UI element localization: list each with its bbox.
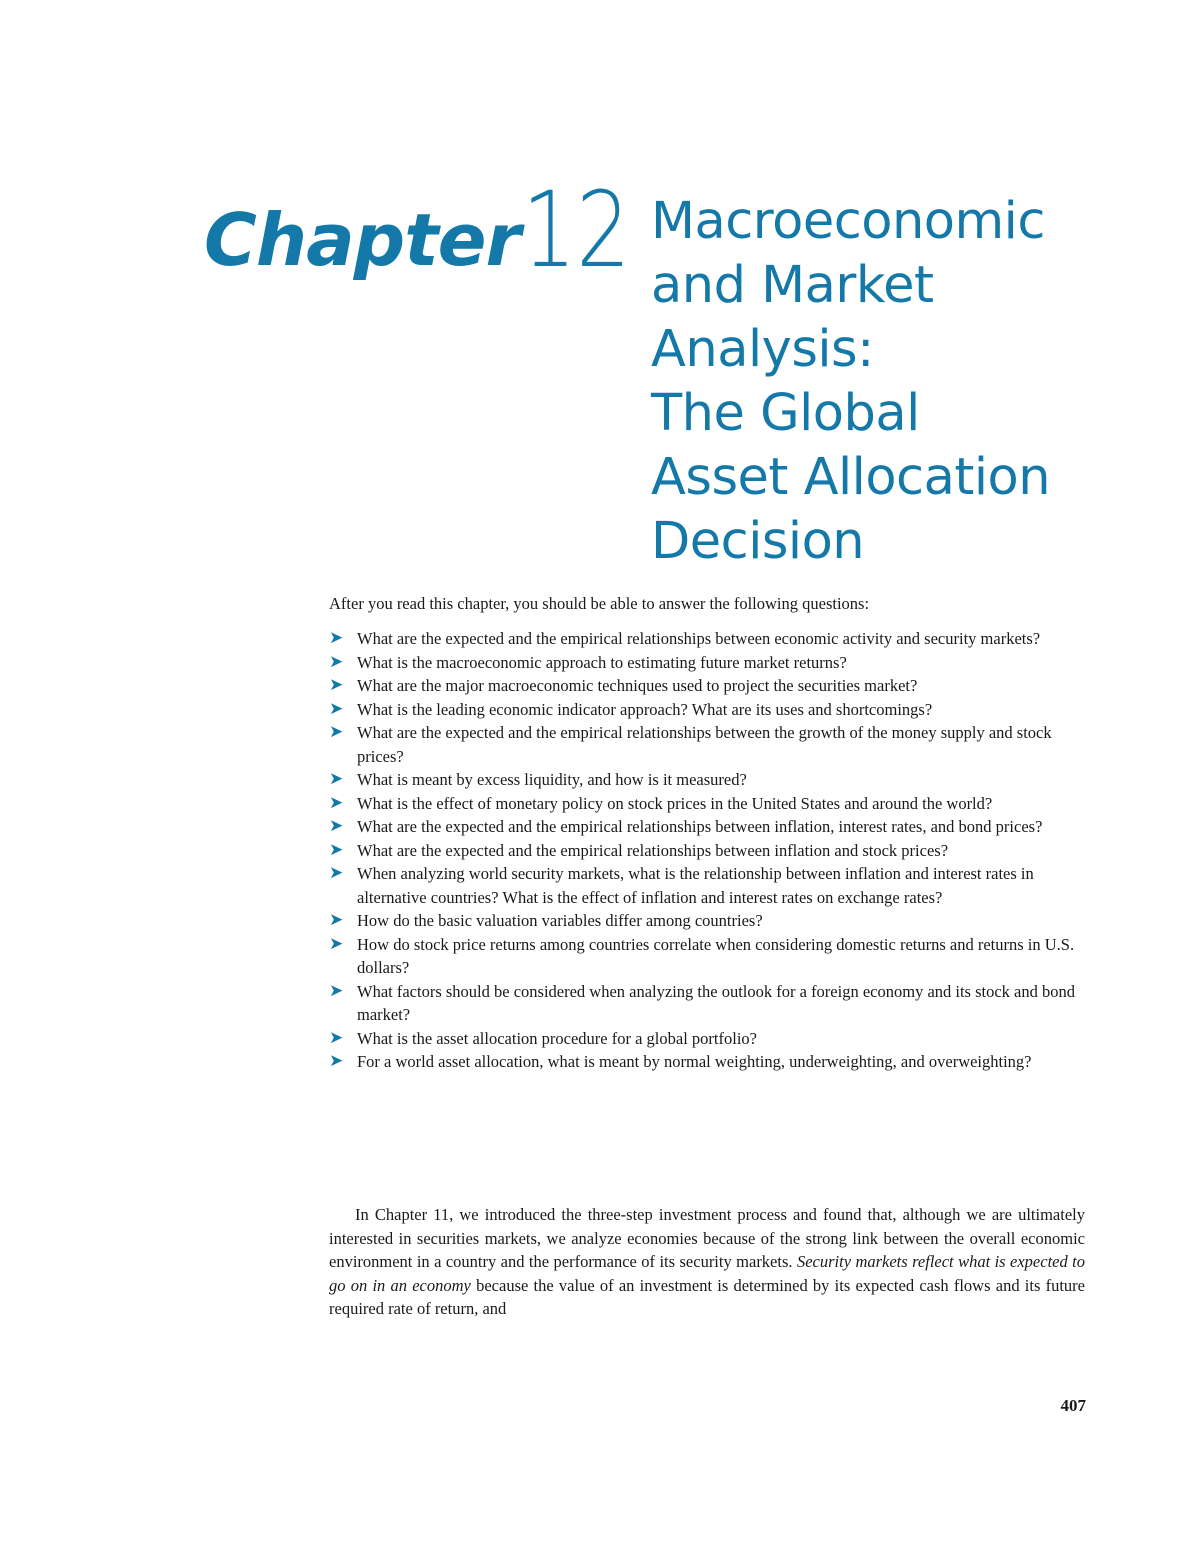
list-item <box>329 674 1089 698</box>
question-text: What is the effect of monetary policy on stock prices in the United States and around the world? <box>357 793 993 813</box>
arrowhead-bullet-icon: ➤ <box>329 698 344 719</box>
list-item <box>329 698 1089 722</box>
question-text: What are the major macroeconomic techniques used to project the securities market? <box>357 676 918 695</box>
question-text: For a world asset allocation, what is meant by normal weighting, underweighting, and overweighting? <box>357 1052 1032 1071</box>
question-text: What is the asset allocation procedure for a global portfolio? <box>357 1028 757 1048</box>
chapter-title-line: and Market <box>651 256 934 315</box>
chapter-title-line: Analysis: <box>651 320 874 379</box>
learning-objectives-intro: After you read this chapter, you should be able to answer the following questions: <box>329 594 870 613</box>
list-item <box>329 1027 1089 1051</box>
chapter-number: 12 <box>521 169 631 291</box>
list-item <box>329 933 1089 980</box>
list-item <box>329 792 1089 816</box>
question-text: What are the expected and the empirical relationships between inflation, interest rates, and bond prices? <box>357 817 1043 836</box>
arrowhead-bullet-icon: ➤ <box>329 863 344 883</box>
arrowhead-bullet-icon: ➤ <box>329 651 344 672</box>
chapter-word: Chapter <box>204 198 520 282</box>
arrowhead-bullet-icon: ➤ <box>329 980 344 1001</box>
arrowhead-bullet-icon: ➤ <box>329 1027 344 1048</box>
learning-objectives-list <box>329 627 1089 1074</box>
arrowhead-bullet-icon: ➤ <box>329 839 344 860</box>
chapter-title-line: Macroeconomic <box>651 192 1045 251</box>
arrowhead-bullet-icon: ➤ <box>329 792 344 813</box>
arrowhead-bullet-icon: ➤ <box>329 1051 344 1071</box>
page-number: 407 <box>1060 1396 1086 1415</box>
question-text: What factors should be considered when analyzing the outlook for a foreign economy and its stock and bond market? <box>357 981 1076 1024</box>
list-item <box>329 651 1089 675</box>
chapter-title-line: The Global <box>651 384 920 443</box>
question-text: What is the leading economic indicator approach? What are its uses and shortcomings? <box>357 699 933 719</box>
arrowhead-bullet-icon: ➤ <box>329 675 344 695</box>
question-text: What is the macroeconomic approach to estimating future market returns? <box>357 652 847 672</box>
chapter-title-line: Asset Allocation <box>651 448 1051 507</box>
body-paragraph <box>329 1203 1085 1321</box>
arrowhead-bullet-icon: ➤ <box>329 910 344 930</box>
question-text: What are the expected and the empirical relationships between inflation and stock prices? <box>357 840 949 860</box>
arrowhead-bullet-icon: ➤ <box>329 628 344 648</box>
list-item <box>329 839 1089 863</box>
body-text-start: In Chapter 11, we introduced the three-step investment process and found that, although we are ultimately interested in securities markets, we analyze economies because of the strong link between the overall economic environment in a country and the performance of its security markets. <box>329 1205 1085 1271</box>
arrowhead-bullet-icon: ➤ <box>329 722 344 742</box>
chapter-title-line: Decision <box>651 512 865 571</box>
body-text-end: because the value of an investment is determined by its expected cash flows and its future required rate of return, and <box>329 1275 1085 1318</box>
arrowhead-bullet-icon: ➤ <box>329 816 344 836</box>
arrowhead-bullet-icon: ➤ <box>329 769 344 789</box>
question-text: How do stock price returns among countries correlate when considering domestic returns and returns in U.S. dollars? <box>357 934 1075 977</box>
list-item <box>329 909 1089 933</box>
chapter-title <box>651 190 1050 574</box>
list-item <box>329 627 1089 651</box>
list-item <box>329 980 1089 1027</box>
list-item <box>329 815 1089 839</box>
arrowhead-bullet-icon: ➤ <box>329 933 344 954</box>
question-text: How do the basic valuation variables differ among countries? <box>357 911 763 930</box>
list-item <box>329 1050 1089 1074</box>
list-item <box>329 721 1089 768</box>
question-text: What are the expected and the empirical relationships between economic activity and security markets? <box>357 629 1041 648</box>
body-text-emphasis: Security markets reflect what is expected to go on in an economy <box>329 1252 1085 1295</box>
question-text: When analyzing world security markets, what is the relationship between inflation and interest rates in alternative countries? What is the effect of inflation and interest rates on exchange rates? <box>357 864 1034 907</box>
list-item <box>329 768 1089 792</box>
question-text: What is meant by excess liquidity, and how is it measured? <box>357 770 747 789</box>
chapter-label <box>204 169 654 291</box>
list-item <box>329 862 1089 909</box>
question-text: What are the expected and the empirical relationships between the growth of the money supply and stock prices? <box>357 723 1052 766</box>
